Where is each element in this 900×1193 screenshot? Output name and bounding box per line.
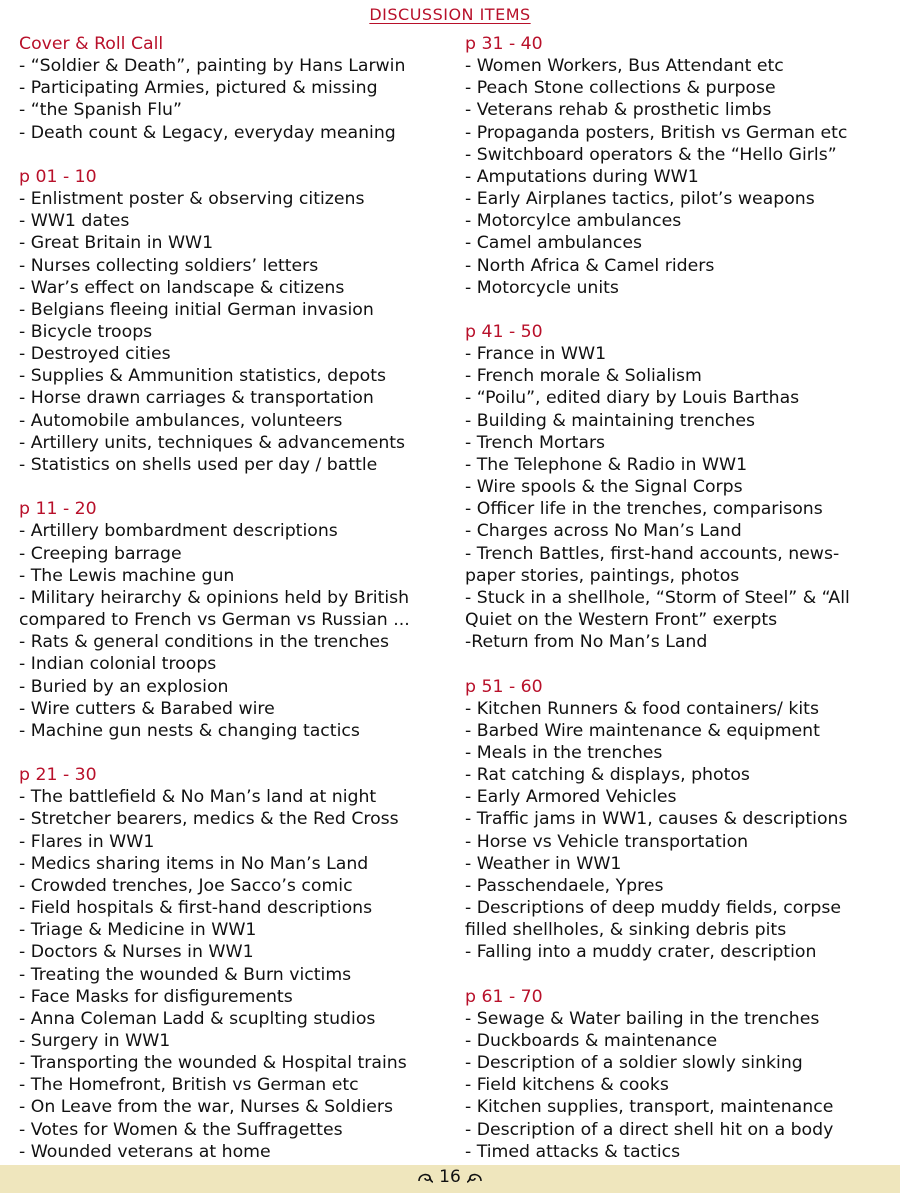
list-item: - Weather in WW1 [465,853,622,874]
list-item: - Traffic jams in WW1, causes & descriptions [465,809,848,830]
section [465,986,885,1163]
right-column [465,33,885,1185]
list-item: - Artillery units, techniques & advancements [19,432,406,453]
list-item: - Women Workers, Bus Attendant etc [465,56,784,77]
list-item: - Falling into a muddy crater, description [465,942,817,963]
list-item: - Propaganda posters, British vs German etc [465,122,848,143]
list-item: - Automobile ambulances, volunteers [19,410,343,431]
list-item: -Return from No Man’s Land [465,632,708,653]
list-item: - Face Masks for disfigurements [19,986,293,1007]
list-item: - Charges across No Man’s Land [465,521,742,542]
list-item: - Kitchen supplies, transport, maintenance [465,1097,834,1118]
list-item: - The Telephone & Radio in WW1 [465,454,748,475]
section [465,33,885,299]
list-item: - Camel ambulances [465,233,642,254]
list-item: - WW1 dates [19,211,130,232]
list-item: - Participating Armies, pictured & missing [19,78,378,99]
list-item: - Early Airplanes tactics, pilot’s weapons [465,189,815,210]
list-item: - Sewage & Water bailing in the trenches [465,1008,820,1029]
section-heading: p 61 - 70 [465,986,543,1007]
list-item: - Rat catching & displays, photos [465,765,750,786]
list-item: - Field kitchens & cooks [465,1075,669,1096]
list-item: - Building & maintaining trenches [465,410,755,431]
list-item: - Death count & Legacy, everyday meaning [19,122,396,143]
section-heading: p 11 - 20 [19,499,97,520]
list-item: - Artillery bombardment descriptions [19,521,338,542]
section [19,498,449,742]
list-item: - Descriptions of deep muddy fields, corpse filled shellholes, & sinking debris pits [465,898,842,941]
section [19,764,449,1163]
list-item: - Rats & general conditions in the trenches [19,632,390,653]
list-item: - Horse drawn carriages & transportation [19,388,374,409]
section [19,33,449,144]
list-item: - Description of a direct shell hit on a body [465,1119,834,1140]
list-item: - The battlefield & No Man’s land at night [19,787,377,808]
section-heading: Cover & Roll Call [19,34,164,54]
list-item: - Meals in the trenches [465,742,663,763]
list-item: - Kitchen Runners & food containers/ kits [465,698,819,719]
list-item: - Anna Coleman Ladd & scuplting studios [19,1008,376,1029]
list-item: - Surgery in WW1 [19,1030,171,1051]
list-item: - “Poilu”, edited diary by Louis Barthas [465,388,800,409]
section [465,321,885,653]
scroll-ornament-right-icon [466,1169,484,1185]
list-item: - Peach Stone collections & purpose [465,78,776,99]
list-item: - Trench Battles, first-hand accounts, news-paper stories, paintings, photos [465,543,840,586]
scroll-ornament-left-icon [416,1169,434,1185]
list-item: - On Leave from the war, Nurses & Soldiers [19,1097,393,1118]
list-item: - Machine gun nests & changing tactics [19,720,360,741]
list-item: - Belgians fleeing initial German invasion [19,299,374,320]
list-item: - Horse vs Vehicle transportation [465,831,749,852]
list-item: - Officer life in the trenches, comparisons [465,499,823,520]
list-item: - Flares in WW1 [19,831,155,852]
list-item: - Votes for Women & the Suffragettes [19,1119,343,1140]
list-item: - Doctors & Nurses in WW1 [19,942,254,963]
list-item: - Stuck in a shellhole, “Storm of Steel” & “All Quiet on the Western Front” exerpts [465,587,850,631]
list-item: - Indian colonial troops [19,654,217,675]
list-item: - Motorcylce ambulances [465,211,682,232]
list-item: - Wire cutters & Barabed wire [19,698,275,719]
section-heading: p 21 - 30 [19,765,97,786]
list-item: - The Homefront, British vs German etc [19,1075,359,1096]
list-item: - Supplies & Ammunition statistics, depots [19,366,387,387]
page-title: DISCUSSION ITEMS [369,5,531,24]
list-item: - Trench Mortars [465,432,606,453]
list-item: - Veterans rehab & prosthetic limbs [465,100,772,121]
list-item: - Enlistment poster & observing citizens [19,189,365,210]
list-item: - Description of a soldier slowly sinking [465,1053,803,1074]
footer-band [0,1165,900,1193]
section-heading: p 51 - 60 [465,676,543,697]
list-item: - North Africa & Camel riders [465,255,715,276]
list-item: - Triage & Medicine in WW1 [19,920,257,941]
list-item: - Stretcher bearers, medics & the Red Cross [19,809,399,830]
list-item: - Early Armored Vehicles [465,787,677,808]
list-item: - “Soldier & Death”, painting by Hans Larwin [19,56,406,77]
list-item: - Duckboards & maintenance [465,1030,718,1051]
list-item: - “the Spanish Flu” [19,100,182,121]
list-item: - Bicycle troops [19,322,153,343]
list-item: - Crowded trenches, Joe Sacco’s comic [19,875,353,896]
list-item: - Field hospitals & first-hand descriptions [19,898,373,919]
list-item: - Creeping barrage [19,543,182,564]
list-item: - France in WW1 [465,344,607,365]
list-item: - Nurses collecting soldiers’ letters [19,255,319,276]
list-item: - Passchendaele, Ypres [465,875,664,896]
list-item: - Switchboard operators & the “Hello Girls” [465,144,837,165]
list-item: - Medics sharing items in No Man’s Land [19,853,369,874]
list-item: - Buried by an explosion [19,676,229,697]
left-column [19,33,449,1185]
list-item: - Destroyed cities [19,344,171,365]
list-item: - Great Britain in WW1 [19,233,214,254]
list-item: - Motorcycle units [465,277,619,298]
list-item: - Transporting the wounded & Hospital trains [19,1053,407,1074]
list-item: - Amputations during WW1 [465,166,699,187]
section [19,166,449,476]
list-item: - Treating the wounded & Burn victims [19,964,352,985]
list-item: - Barbed Wire maintenance & equipment [465,720,820,741]
page-number-row [0,1167,900,1187]
list-item: - The Lewis machine gun [19,565,235,586]
list-item: - War’s effect on landscape & citizens [19,277,345,298]
section-heading: p 01 - 10 [19,166,97,187]
list-item: - French morale & Solialism [465,366,702,387]
list-item: - Timed attacks & tactics [465,1141,681,1162]
list-item: - Wire spools & the Signal Corps [465,477,743,498]
section-heading: p 31 - 40 [465,34,543,54]
list-item: - Military heirarchy & opinions held by British compared to French vs German vs Russian ... [19,587,410,631]
page-number: 16 [439,1167,461,1187]
section [465,676,885,964]
section-heading: p 41 - 50 [465,322,543,343]
list-item: - Statistics on shells used per day / battle [19,454,378,475]
list-item: - Wounded veterans at home [19,1141,271,1162]
